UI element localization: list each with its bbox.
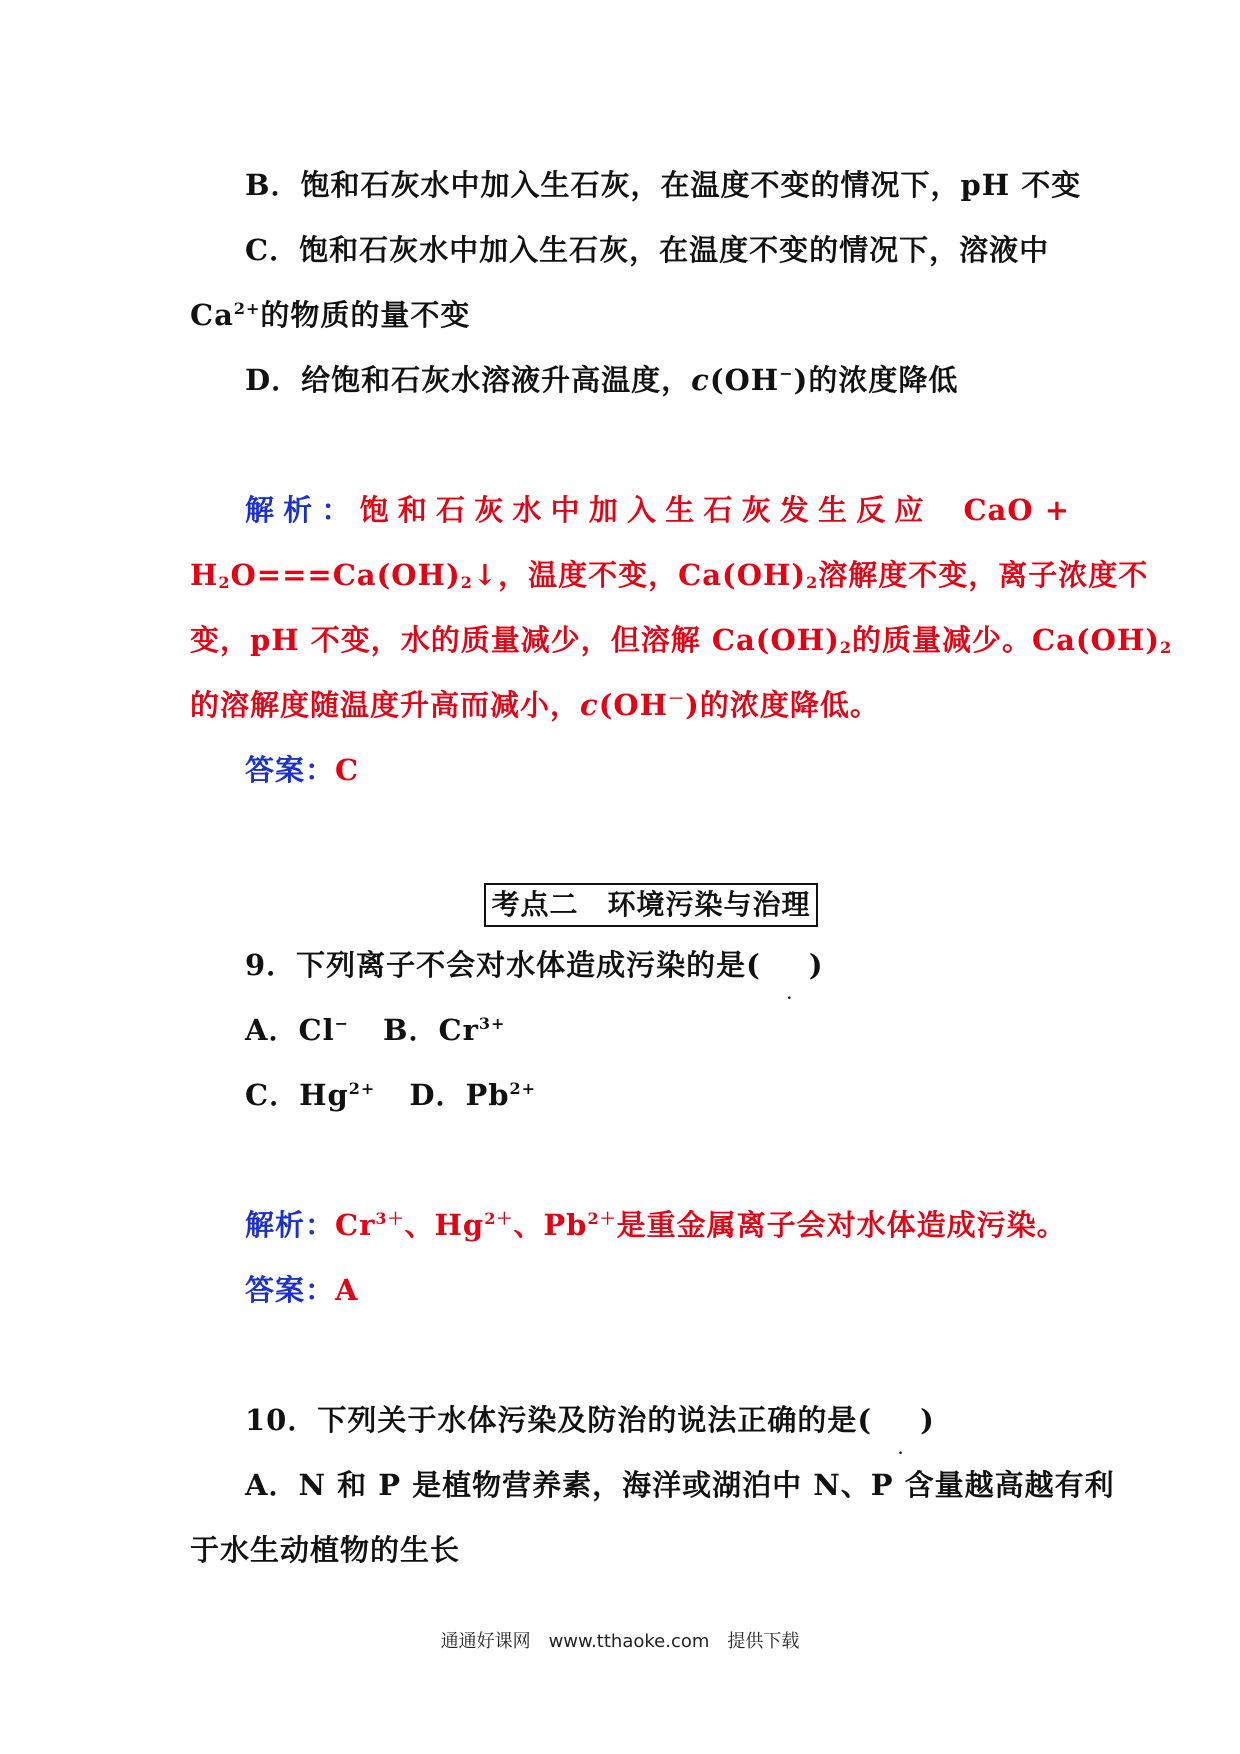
q10-stem: 10．下列关于水体污染及防治的说法正确的是( . ): [245, 1403, 935, 1458]
q9-options-ab: A．Cl− B．$Cr^{3+}$: [245, 1013, 506, 1047]
q9-stem: 9．下列离子不会对水体造成污染的是( . ): [245, 948, 824, 1003]
q8-option-c-line2: $Ca^{2+}$的物质的量不变: [190, 298, 471, 332]
q10-option-a-line2: 于水生动植物的生长: [190, 1533, 461, 1567]
footer-credit: 通通好课网 www.tthaoke.com 提供下载: [440, 1631, 800, 1652]
q8-option-d: D．给饱和石灰水溶液升高温度，c(OH−)的浓度降低: [245, 363, 959, 397]
q9-options-cd: C．$Hg^{2+}$ D．$Pb^{2+}$: [245, 1078, 537, 1112]
q8-option-c-line1: C．饱和石灰水中加入生石灰，在温度不变的情况下，溶液中: [245, 233, 1050, 267]
q8-analysis-line2: $H_2O===Ca(OH)_2↓$，温度不变，$Ca(OH)_2$溶解度不变，离子浓度不: [190, 558, 1149, 592]
q9-answer: 答案：A: [245, 1273, 359, 1307]
q8-answer: 答案：C: [245, 753, 360, 787]
q9-analysis: 解析：$Cr^{3+}$、$Hg^{2+}$、$Pb^{2+}$是重金属离子会对水体造成污染。: [245, 1208, 1067, 1242]
q8-analysis-line4: 的溶解度随温度升高而减小，c(OH－)的浓度降低。: [190, 688, 880, 722]
section-title: 考点二 环境污染与治理: [484, 883, 818, 927]
q8-analysis-line1: 解析：饱和石灰水中加入生石灰发生反应 CaO +: [245, 493, 1070, 527]
q8-analysis-line3: 变，pH 不变，水的质量减少，但溶解 $Ca(OH)_2$的质量减少。$Ca(OH)_2$: [190, 623, 1173, 657]
q10-option-a-line1: A．N 和 P 是植物营养素，海洋或湖泊中 N、P 含量越高越有利: [245, 1468, 1115, 1502]
q8-option-b: B．饱和石灰水中加入生石灰，在温度不变的情况下，pH 不变: [245, 168, 1082, 202]
